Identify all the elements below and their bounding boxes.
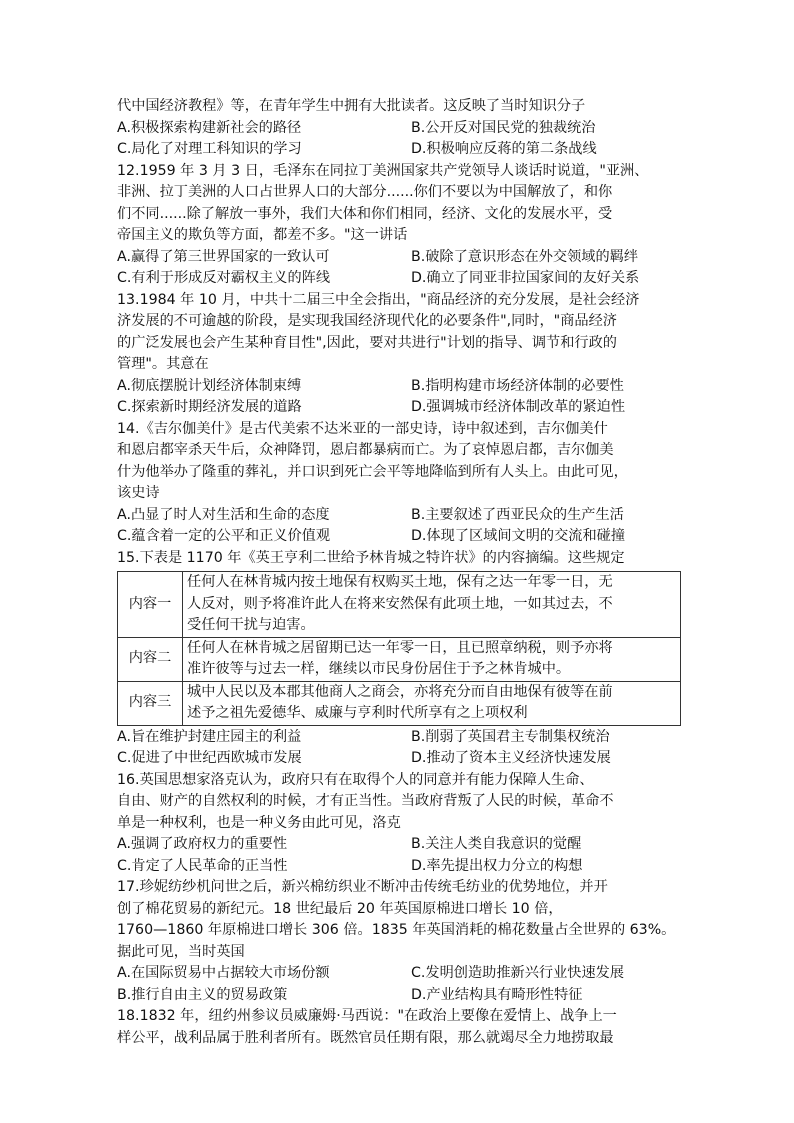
q11-option-b: B.公开反对国民党的独裁统治 [411, 119, 596, 136]
table-row [118, 637, 681, 681]
q17-stem-line-3: 1760—1860 年原棉进口增长 306 倍。1835 年英国消耗的棉花数量占全世界的 63%。 [117, 922, 676, 938]
q11-stem-tail: 代中国经济教程》等，在青年学生中拥有大批读者。这反映了当时知识分子 [117, 98, 586, 114]
q17-option-a: A.在国际贸易中占据较大市场份额 [117, 965, 330, 981]
q11-options-row-1 [117, 118, 682, 140]
q17-options-row-1 [117, 963, 682, 985]
q14-stem-line-2: 和恩启都宰杀天牛后，众神降罚，恩启都暴病而亡。为了哀悼恩启都，吉尔伽美 [117, 442, 614, 458]
q14-option-c: C.蕴含着一定的公平和正义价值观 [117, 528, 331, 544]
q14-stem-line-1: 14.《吉尔伽美什》是古代美索不达米亚的一部史诗，诗中叙述到，吉尔伽美什 [117, 420, 608, 437]
table-row-text-line: 任何人在林肯城之居留期已达一年零一日，且已照章纳税，则予亦将 [187, 639, 613, 656]
table-row-label: 内容三 [118, 681, 183, 725]
q15-options-row-2 [117, 748, 682, 770]
table-row-text [183, 572, 681, 638]
q16-options-row-2 [117, 856, 682, 878]
q12-option-b: B.破除了意识形态在外交领域的羁绊 [411, 248, 639, 265]
q15-options-row-1 [117, 727, 682, 749]
table-row-text-line: 任何人在林肯城内按土地保有权购买土地，保有之达一年零一日，无 [187, 574, 613, 590]
q11-options-row-2 [117, 139, 682, 161]
table-row-text-line: 准许彼等与过去一样，继续以市民身份居住于予之林肯城中。 [187, 661, 571, 677]
table-row-text-line: 受任何干扰与迫害。 [187, 617, 315, 633]
q18-stem-line-1: 18.1832 年，纽约州参议员威廉姆·马西说："在政治上要像在爱情上、战争上一 [117, 1008, 617, 1024]
q13-stem-line-4: 管理"。其意在 [117, 356, 209, 372]
q12-stem-line-4: 帝国主义的欺负等方面，都差不多。"这一讲话 [117, 227, 408, 243]
exam-page [117, 96, 682, 1049]
q13-option-d: D.强调城市经济体制改革的紧迫性 [411, 399, 626, 415]
q13-stem-line-2: 济发展的不可逾越的阶段，是实现我国经济现代化的必要条件",同时，"商品经济 [117, 313, 617, 329]
q18-stem-line-2: 样公平，战利品属于胜利者所有。既然官员任期有限，那么就竭尽全力地捞取最 [117, 1029, 614, 1046]
q17-option-d: D.产业结构具有畸形性特征 [411, 986, 583, 1003]
q15-option-d: D.推动了资本主义经济快速发展 [411, 750, 611, 766]
q16-option-b: B.关注人类自我意识的觉醒 [411, 836, 582, 852]
q17-option-b: B.推行自由主义的贸易政策 [117, 986, 288, 1003]
q12-options-row-1 [117, 247, 682, 269]
q11-option-a: A.积极探索构建新社会的路径 [117, 119, 302, 136]
q17-options-row-2 [117, 985, 682, 1007]
q14-stem-line-3: 什为他举办了隆重的葬礼，并口识到死亡会平等地降临到所有人头上。由此可见， [117, 463, 628, 480]
q15-option-b: B.削弱了英国君主专制集权统治 [411, 728, 610, 745]
q12-stem-line-3: 们不同......除了解放一事外，我们大体和你们相同，经济、文化的发展水平，受 [117, 205, 613, 222]
table-row-label: 内容一 [118, 572, 183, 638]
q14-option-b: B.主要叙述了西亚民众的生产生活 [411, 506, 624, 523]
q12-stem-line-1: 12.1959 年 3 月 3 日，毛泽东在同拉丁美洲国家共产党领导人谈话时说道，"亚洲、 [117, 162, 649, 179]
q13-options-row-1 [117, 376, 682, 398]
q16-stem-line-3: 单是一种权利，也是一种义务由此可见，洛克 [117, 814, 401, 831]
q11-option-d: D.积极响应反蒋的第二条战线 [411, 141, 597, 157]
q15-option-c: C.促进了中世纪西欧城市发展 [117, 750, 302, 766]
q17-stem-line-1: 17.珍妮纺纱机问世之后，新兴棉纺织业不断冲击传统毛纺业的优势地位，并开 [117, 879, 608, 895]
q13-option-b: B.指明构建市场经济体制的必要性 [411, 377, 624, 394]
q15-stem-line-1: 15.下表是 1170 年《英王亨利二世给予林肯城之特许状》的内容摘编。这些规定 [117, 549, 625, 566]
q14-options-row-1 [117, 505, 682, 527]
q17-option-c: C.发明创造助推新兴行业快速发展 [411, 965, 625, 981]
table-row-text [183, 681, 681, 725]
q16-option-c: C.肯定了人民革命的正当性 [117, 857, 288, 874]
table-row-text [183, 637, 681, 681]
q14-options-row-2 [117, 526, 682, 548]
q17-stem-line-2: 创了棉花贸易的新纪元。18 世纪最后 20 年英国原棉进口增长 10 倍， [117, 900, 563, 917]
q16-stem-line-1: 16.英国思想家洛克认为，政府只有在取得个人的同意并有能力保障人生命、 [117, 771, 594, 788]
q12-option-d: D.确立了同亚非拉国家间的友好关系 [411, 270, 640, 286]
q11-option-c: C.局化了对理工科知识的学习 [117, 141, 302, 157]
table-row [118, 681, 681, 725]
table-row-text-line: 人反对，则予将准许此人在将来安然保有此项土地，一如其过去，不 [187, 595, 613, 612]
q12-option-c: C.有利于形成反对霸权主义的阵线 [117, 270, 331, 286]
q16-options-row-1 [117, 834, 682, 856]
q12-options-row-2 [117, 268, 682, 290]
charter-content-table [117, 571, 681, 726]
q17-stem-line-4: 据此可见，当时英国 [117, 943, 245, 960]
q16-stem-line-2: 自由、财产的自然权利的时候，才有正当性。当政府背叛了人民的时候，革命不 [117, 793, 614, 809]
q16-option-a: A.强调了政府权力的重要性 [117, 836, 288, 852]
q14-option-a: A.凸显了时人对生活和生命的态度 [117, 506, 330, 523]
q13-option-a: A.彻底摆脱计划经济体制束缚 [117, 377, 302, 394]
table-row-text-line: 城中人民以及本郡其他商人之商会，亦将充分而自由地保有彼等在前 [187, 683, 613, 700]
q14-stem-line-4: 该史诗 [117, 485, 160, 501]
q12-stem-line-2: 非洲、拉丁美洲的人口占世界人口的大部分......你们不要以为中国解放了，和你 [117, 184, 613, 200]
table-row-text-line: 述予之祖先爱德华、威廉与亨利时代所享有之上项权利 [187, 705, 528, 721]
q13-stem-line-1: 13.1984 年 10 月，中共十二届三中全会指出，"商品经济的充分发展，是社会经济 [117, 291, 640, 308]
q16-option-d: D.率先提出权力分立的构想 [411, 857, 583, 874]
table-row [118, 572, 681, 638]
q13-option-c: C.探索新时期经济发展的道路 [117, 399, 302, 415]
q15-option-a: A.旨在维护封建庄园主的利益 [117, 728, 302, 745]
q13-stem-line-3: 的广泛发展也会产生某种育目性",因此，要对共进行"计划的指导、调节和行政的 [117, 334, 617, 351]
q12-option-a: A.赢得了第三世界国家的一致认可 [117, 248, 330, 265]
table-row-label: 内容二 [118, 637, 183, 681]
q13-options-row-2 [117, 397, 682, 419]
q14-option-d: D.体现了区域间文明的交流和碰撞 [411, 528, 626, 544]
